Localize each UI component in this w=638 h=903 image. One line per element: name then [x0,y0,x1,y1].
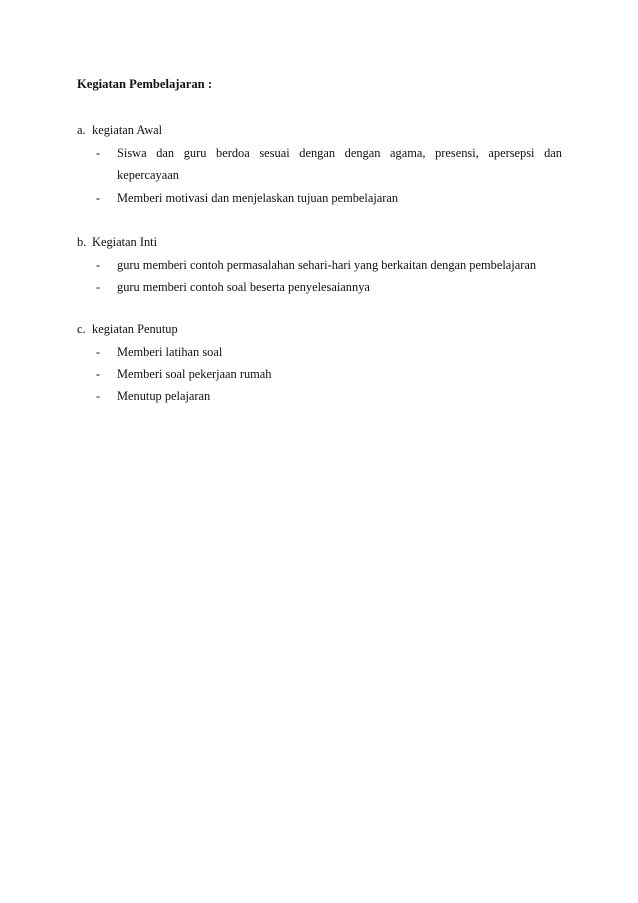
section-a-letter: a. [77,123,86,137]
section-c-item-3-text: Menutup pelajaran [117,389,211,403]
section-a-title [77,123,162,138]
section-a-item-1-text: Siswa dan guru berdoa sesuai dengan dengan agama, presensi, apersepsi dan [117,146,562,160]
section-b-item-2-bullet: - [96,280,101,294]
section-a-item-2-text: Memberi motivasi dan menjelaskan tujuan pembelajaran [117,191,399,205]
section-b-item-2-text: guru memberi contoh soal beserta penyelesaiannya [117,280,370,294]
section-a-item-1-text-cont: kepercayaan [117,168,179,182]
section-c-label: kegiatan Penutup [92,322,178,336]
section-b-title [77,235,157,250]
section-b-letter: b. [77,235,87,249]
document-heading: Kegiatan Pembelajaran : [77,77,213,91]
section-b-label: Kegiatan Inti [92,235,158,249]
section-b-item-1-bullet: - [96,258,101,272]
section-b-item-1-text: guru memberi contoh permasalahan sehari-hari yang berkaitan dengan pembelajaran [117,258,537,272]
section-c-item-2-bullet: - [96,367,101,381]
section-a-label: kegiatan Awal [92,123,163,137]
section-c-item-3-bullet: - [96,389,101,403]
section-c-item-2-text: Memberi soal pekerjaan rumah [117,367,272,381]
section-c-item-1-bullet: - [96,345,101,359]
section-c-item-1-text: Memberi latihan soal [117,345,223,359]
section-c-letter: c. [77,322,86,336]
section-a-item-2-bullet: - [96,191,101,205]
section-a-item-1-bullet: - [96,146,101,160]
section-c-title [77,322,178,337]
